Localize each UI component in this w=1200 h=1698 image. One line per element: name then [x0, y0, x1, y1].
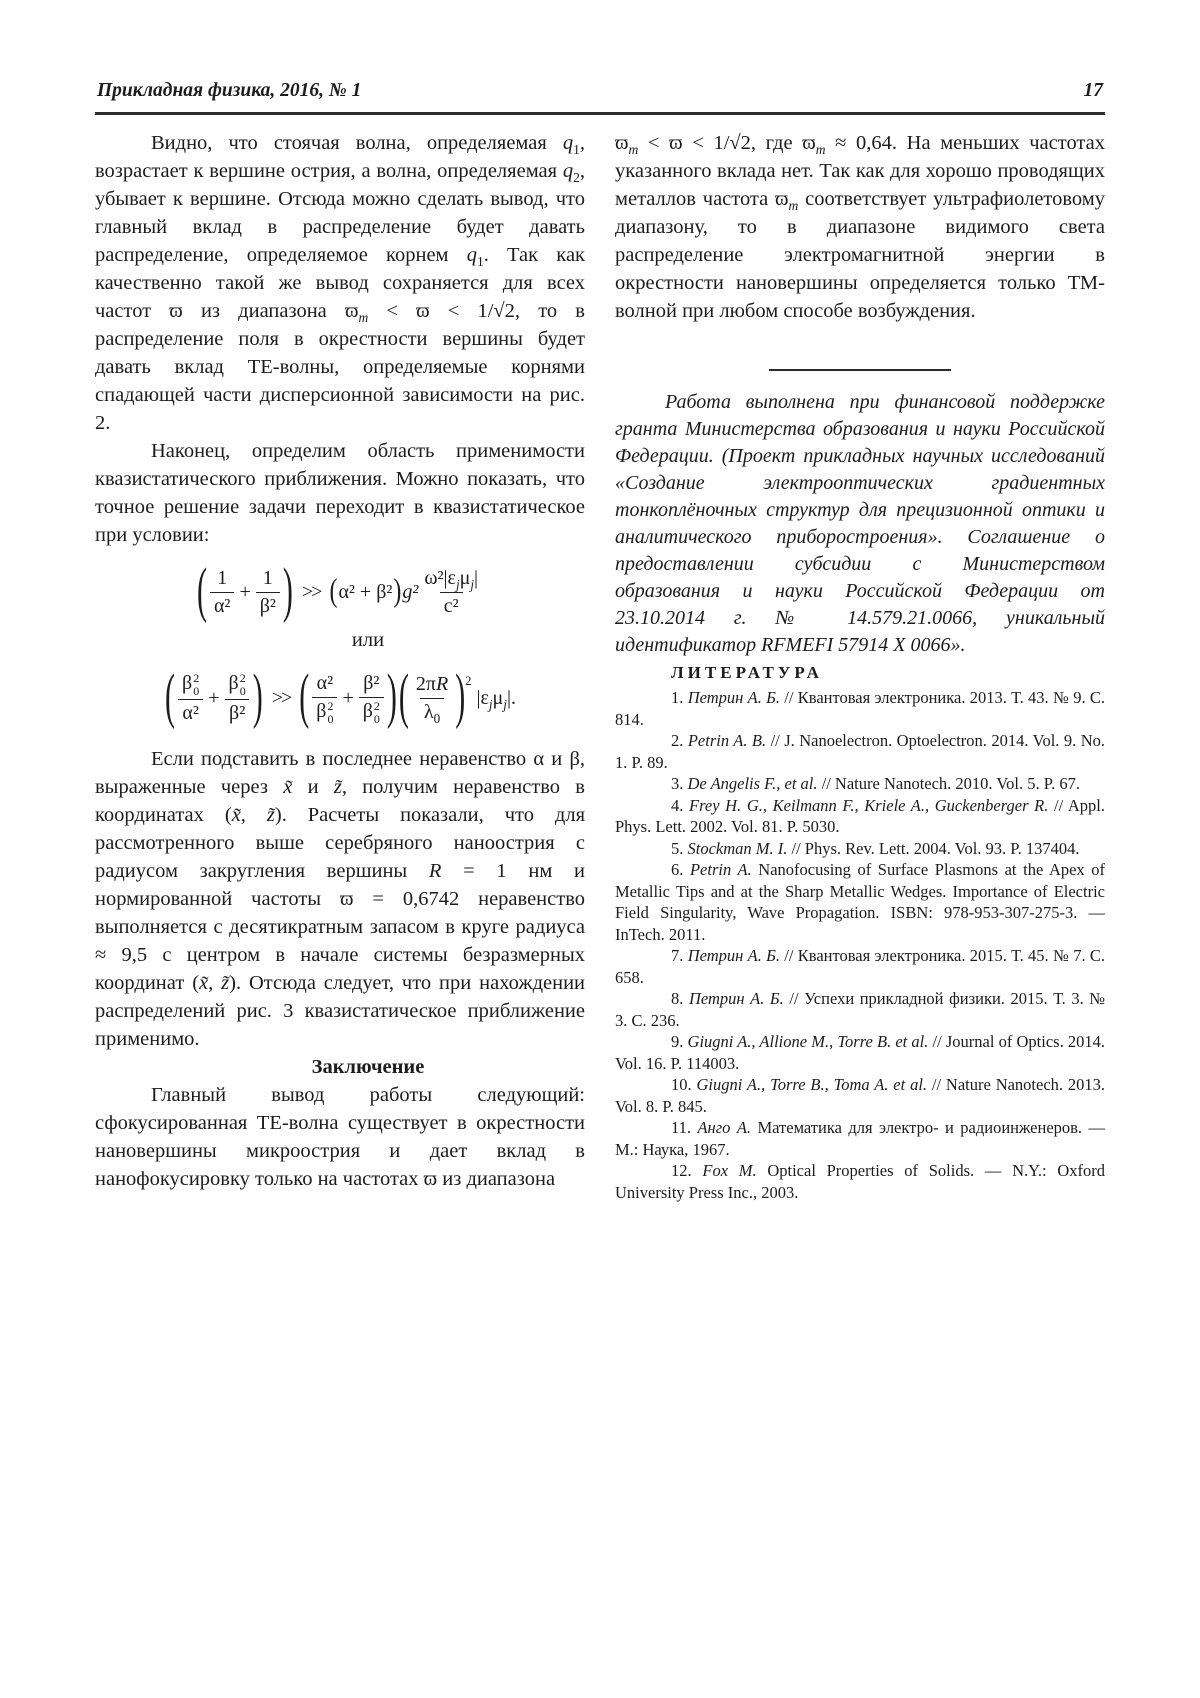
- acknowledgement-divider: [769, 369, 951, 371]
- epsilon-mu-term: $|\varepsilon_j\mu_j|$.: [476, 687, 516, 713]
- reference-item: 1. Петрин А. Б. // Квантовая электроника. 2013. Т. 43. № 9. С. 814.: [615, 688, 1106, 729]
- paragraph-standing-wave: Видно, что стоячая волна, определяемая $q_1$, возрастает к вершине острия, а волна, определяемая $q_2$, убывает к вершине. Отсюда можно сделать вывод, что главный вклад в распределение будет давать распределение, определяемое корнем $q_1$. Так как качественно такой же вывод сохраняется для всех частот ϖ из диапазона $ϖ_m < ϖ < 1/√2$, то в распределение поля в окрестности вершины будет давать вклад ТЕ-волны, определяемые корнями спадающей части дисперсионной зависимости на рис. 2.: [95, 132, 585, 434]
- fraction: β² β 2 0: [359, 672, 384, 725]
- reference-item: 5. Stockman M. I. // Phys. Rev. Lett. 2004. Vol. 93. P. 137404.: [671, 838, 1080, 858]
- paragraph-quasistatic-intro: Наконец, определим область применимости квазистатического приближения. Можно показать, что точное решение задачи переходит в квазистатическое при условии:: [95, 440, 585, 546]
- much-greater-sign: >>: [301, 581, 321, 603]
- fraction: $\frac{\omega^2|\varepsilon_j\mu_j|}{\text{c²}}$: [424, 567, 479, 617]
- reference-item: 3. De Angelis F., et al. // Nature Nanotech. 2010. Vol. 5. P. 67.: [671, 774, 1080, 793]
- formula-condition-1: ( $\frac{1}{\text{α²}}$ + $\frac{1}{\text{β²}}$ ) >> ( α² + β² ) g² $\frac{\omega^2|\varepsilon_j\mu_j|}{\text{c²}}$: [95, 567, 585, 618]
- close-paren: ): [282, 557, 293, 625]
- reference-item: 9. Giugni A., Allione M., Torre B. et al. // Journal of Optics. 2014. Vol. 16. P. 114003.: [615, 1032, 1105, 1073]
- close-paren: ): [386, 663, 397, 731]
- much-greater-sign: >>: [271, 687, 291, 710]
- acknowledgement: Работа выполнена при финансовой поддержке гранта Министерства образования и науки Российской Федерации. (Проект прикладных научных исследований «Создание электрооптических градиентных тонкоплёночных структур для прецизионной оптики и аналитического приборостроения». Соглашение о предоставлении субсидии с Министерством образования и науки Российской Федерации от 23.10.2014 г. № 14.579.21.0066, уникальный идентификатор RFMEFI 57914 X 0066».: [615, 391, 1105, 656]
- reference-item: 11. Анго А. Математика для электро- и радиоинженеров. — М.: Наука, 1967.: [615, 1118, 1105, 1159]
- open-paren: (: [329, 573, 338, 609]
- open-paren: (: [165, 663, 176, 731]
- open-paren: (: [299, 663, 310, 731]
- coefficient-g: g²: [402, 581, 419, 603]
- fraction: β 2 0 β²: [225, 672, 250, 725]
- references-list: [615, 687, 1105, 1203]
- reference-item: 10. Giugni A., Torre B., Toma A. et al. // Nature Nanotech. 2013. Vol. 8. P. 845.: [615, 1075, 1106, 1116]
- formula-condition-2: ( β 2 0 α² + β 2 0 β² ) >> ( α² β 2 0 + β² β 2 0 ) ( $\frac{2\pi R}{\lambda_0}$ ) 2 $|\varepsilon_j\mu_j|$.: [95, 672, 585, 725]
- references-heading: ЛИТЕРАТУРА: [671, 663, 823, 682]
- header-rule: [95, 112, 1105, 115]
- fraction: α² β 2 0: [312, 672, 337, 725]
- reference-item: 12. Fox M. Optical Properties of Solids. — N.Y.: Oxford University Press Inc., 2003.: [615, 1161, 1105, 1202]
- reference-item: 2. Petrin A. B. // J. Nanoelectron. Optoelectron. 2014. Vol. 9. No. 1. P. 89.: [615, 731, 1106, 772]
- close-paren: ): [252, 663, 263, 731]
- two-column-body: [95, 129, 1105, 1203]
- conclusion-heading: Заключение: [311, 1056, 425, 1079]
- conclusion-paragraph: Главный вывод работы следующий: сфокусированная ТЕ-волна существует в окрестности нановершины микроострия и дает вклад в нанофокусировку только на частотах ϖ из диапазона: [95, 1084, 585, 1191]
- left-column: [95, 129, 585, 1203]
- close-paren: ): [393, 573, 402, 609]
- fraction: $\frac{1}{\text{β²}}$: [256, 567, 280, 618]
- or-label: или: [351, 629, 385, 651]
- sum-term: α² + β²: [338, 581, 393, 603]
- right-column: [615, 129, 1105, 1203]
- journal-title: Прикладная физика, 2016, № 1: [97, 80, 362, 101]
- reference-item: 6. Petrin A. Nanofocusing of Surface Plasmons at the Apex of Metallic Tips and at the Sharp Metallic Wedges. Importance of Electric Field Singularity, Wave Propagation. ISBN: 978-953-307-275-3. — InTech. 2011.: [615, 860, 1106, 944]
- exponent: 2: [465, 674, 472, 688]
- page-number: 17: [1083, 80, 1103, 101]
- reference-item: 4. Frey H. G., Keilmann F., Kriele A., Guckenberger R. // Appl. Phys. Lett. 2002. Vol. 81. P. 5030.: [615, 795, 1105, 836]
- fraction: $\frac{1}{\text{α²}}$: [210, 567, 234, 618]
- paragraph-substitution: Если подставить в последнее неравенство α и β, выраженные через x̃ и z̃, получим неравенство в координатах (x̃, z̃). Расчеты показали, что для рассмотренного выше серебряного наноострия с радиусом закругления вершины R = 1 нм и нормированной частоты ϖ = 0,6742 неравенство выполняется с десятикратным запасом в круге радиуса ≈ 9,5 с центром в начале системы безразмерных координат (x̃, z̃). Отсюда следует, что при нахождении распределений рис. 3 квазистатическое приближение применимо.: [95, 748, 586, 1051]
- fraction: β 2 0 α²: [178, 672, 203, 725]
- open-paren: (: [398, 663, 409, 731]
- fraction: $\frac{2\pi R}{\lambda_0}$: [415, 673, 449, 727]
- running-head: [95, 80, 1105, 112]
- close-paren: ): [455, 663, 466, 731]
- open-paren: (: [196, 557, 207, 625]
- reference-item: 8. Петрин А. Б. // Успехи прикладной физики. 2015. Т. 3. № 3. С. 236.: [615, 989, 1106, 1030]
- paragraph-frequency-range: $ϖ_m < ϖ < 1/√2$, где $ϖ_m \approx 0,64$. На меньших частотах указанного вклада нет. Так как для хорошо проводящих металлов частота $ϖ_m$ соответствует ультрафиолетовому диапазону, то в диапазоне видимого света распределение электромагнитной энергии в окрестности нановершины определяется только ТМ-волной при любом способе возбуждения.: [615, 132, 1105, 322]
- reference-item: 7. Петрин А. Б. // Квантовая электроника. 2015. Т. 45. № 7. С. 658.: [615, 946, 1106, 987]
